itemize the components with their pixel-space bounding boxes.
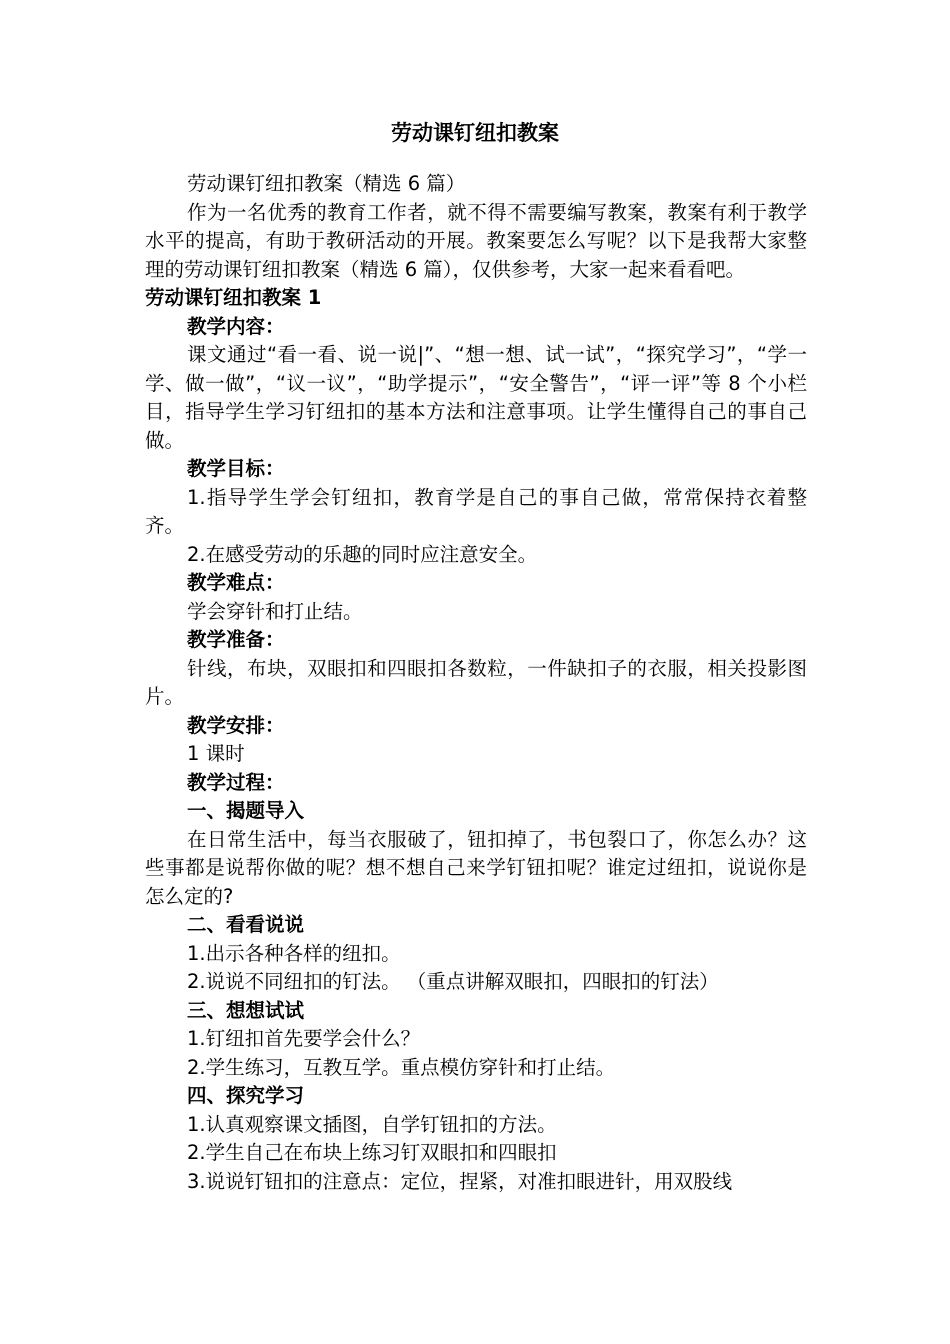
section-heading: 劳动课钉纽扣教案 1	[145, 286, 322, 309]
section-heading: 教学安排：	[187, 713, 285, 737]
paragraph: 学会穿针和打止结。	[187, 599, 363, 623]
section-heading: 四、探究学习	[187, 1084, 305, 1107]
paragraph: 1.出示各种各样的纽扣。	[187, 941, 401, 965]
section-heading: 教学目标：	[187, 457, 285, 480]
paragraph: 1.钉纽扣首先要学会什么？	[187, 1027, 421, 1050]
section-heading: 教学内容：	[187, 314, 285, 338]
section-heading: 教学准备：	[187, 628, 285, 651]
paragraph: 2.说说不同纽扣的钉法。 （重点讲解双眼扣，四眼扣的钉法）	[187, 970, 719, 993]
paragraph: 1 课时	[187, 742, 245, 765]
paragraph: 在日常生活中，每当衣服破了，钮扣掉了，书包裂口了，你怎么办？这些事都是说帮你做的呢？想不想自己来学钉钮扣呢？谁定过纽扣，说说你是怎么定的?	[145, 827, 807, 908]
section-heading: 教学过程：	[187, 770, 285, 794]
paragraph: 2.学生自己在布块上练习钉双眼扣和四眼扣	[187, 1141, 557, 1164]
document-title: 劳动课钉纽扣教案	[391, 121, 559, 145]
paragraph: 2.学生练习，互教互学。重点模仿穿针和打止结。	[187, 1055, 616, 1079]
paragraph: 1.认真观察课文插图，自学钉钮扣的方法。	[187, 1112, 557, 1136]
paragraph: 1.指导学生学会钉纽扣，教育学是自己的事自己做，常常保持衣着整齐。	[145, 485, 807, 537]
section-heading: 教学难点：	[187, 571, 285, 594]
section-heading: 二、看看说说	[187, 913, 305, 936]
paragraph: 针线，布块，双眼扣和四眼扣各数粒，一件缺扣子的衣服，相关投影图片。	[145, 656, 807, 708]
paragraph: 作为一名优秀的教育工作者，就不得不需要编写教案，教案有利于教学水平的提高，有助于教研活动的开展。教案要怎么写呢？以下是我帮大家整理的劳动课钉纽扣教案（精选 6 篇），仅供参考，大家一起来看看吧。	[145, 200, 807, 281]
paragraph: 劳动课钉纽扣教案（精选 6 篇）	[187, 172, 466, 195]
section-heading: 一、揭题导入	[187, 799, 305, 822]
paragraph: 3.说说钉钮扣的注意点：定位，捏紧，对准扣眼进针，用双股线	[187, 1169, 733, 1193]
document-body	[145, 170, 807, 1196]
paragraph: 2.在感受劳动的乐趣的同时应注意安全。	[187, 542, 538, 566]
paragraph: 课文通过“看一看、说一说|”、“想一想、试一试”，“探究学习”，“学一学、做一做”，“议一议”，“助学提示”，“安全警告”，“评一评”等 8 个小栏目，指导学生学习钉纽扣的基本方法和注意事项。让学生懂得自己的事自己做。	[145, 343, 807, 452]
section-heading: 三、想想试试	[187, 998, 305, 1022]
